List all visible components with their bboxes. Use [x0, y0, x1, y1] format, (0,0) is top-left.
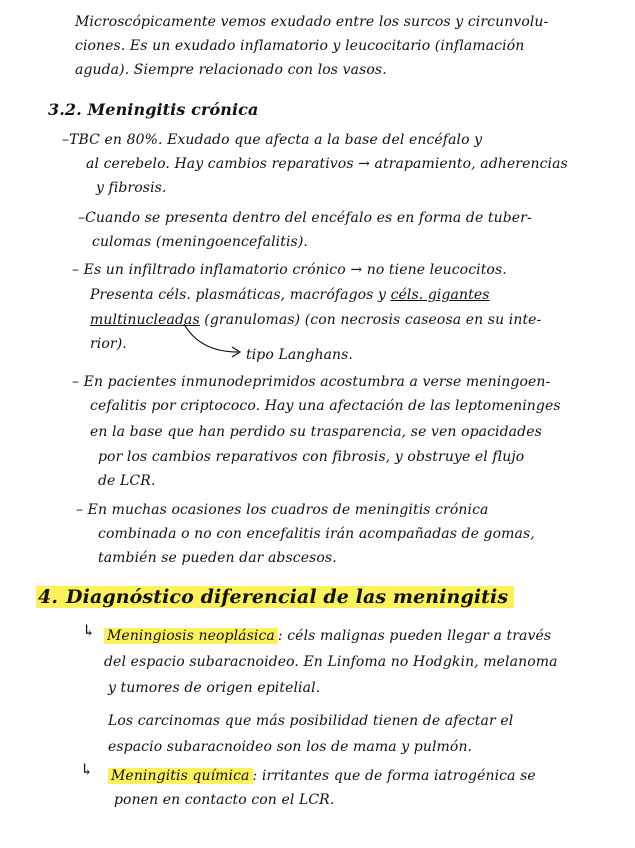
multinucleadas-term: multinucleadas	[90, 312, 200, 328]
intro-line-2: ciones. Es un exudado inflamatorio y leucocitario (inflamación	[75, 38, 525, 54]
section-4-number: 4.	[38, 586, 59, 608]
bullet-inmunodeprimidos-line-2: cefalitis por criptococo. Hay una afectación de las leptomeninges	[90, 398, 561, 414]
section-4-heading	[36, 584, 514, 610]
bullet-infiltrado-line-4: rior).	[90, 336, 127, 352]
bullet-ocasiones-line-2: combinada o no con encefalitis irán acompañadas de gomas,	[98, 526, 535, 542]
bullet-inmunodeprimidos-line-5: de LCR.	[98, 473, 156, 489]
item-meningiosis-line-5: espacio subaracnoideo son los de mama y pulmón.	[108, 739, 473, 755]
tipo-langhans-note: tipo Langhans.	[246, 347, 353, 363]
bullet-ocasiones-line-3: también se pueden dar abscesos.	[98, 550, 337, 566]
bullet-tuberculomas-line-1: –Cuando se presenta dentro del encéfalo es en forma de tuber-	[78, 210, 532, 226]
bullet-ocasiones-line-1: – En muchas ocasiones los cuadros de meningitis crónica	[76, 502, 489, 518]
intro-line-1: Microscópicamente vemos exudado entre los surcos y circunvolu-	[75, 14, 549, 30]
item-meningiosis-line-2: del espacio subaracnoideo. En Linfoma no Hodgkin, melanoma	[104, 654, 558, 670]
bullet-inmunodeprimidos-line-3: en la base que han perdido su trasparencia, se ven opacidades	[90, 424, 542, 440]
bullet-inmunodeprimidos-line-4: por los cambios reparativos con fibrosis, y obstruye el flujo	[98, 449, 525, 465]
bullet-tbc-line-1: –TBC en 80%. Exudado que afecta a la base del encéfalo y	[62, 132, 483, 148]
curved-arrow-icon	[180, 322, 250, 360]
bullet-inmunodeprimidos-line-1: – En pacientes inmunodeprimidos acostumbra a verse meningoen-	[72, 374, 551, 390]
bullet-infiltrado-line-2: Presenta céls. plasmáticas, macrófagos y céls. gigantes	[90, 287, 490, 303]
item-meningiosis-line-3: y tumores de origen epitelial.	[108, 680, 321, 696]
bullet-tuberculomas-line-2: culomas (meningoencefalitis).	[92, 234, 308, 250]
bullet-infiltrado-line-3: multinucleadas (granulomas) (con necrosis caseosa en su inte-	[90, 312, 542, 328]
item-quimica-line-1: Meningitis química : irritantes que de forma iatrogénica se	[108, 766, 536, 786]
hook-arrow-icon: ↳	[80, 760, 94, 779]
item-quimica-line-2: ponen en contacto con el LCR.	[114, 792, 335, 808]
meningiosis-label: Meningiosis neoplásica	[104, 628, 278, 644]
hook-arrow-icon: ↳	[82, 621, 96, 640]
meningitis-quimica-label: Meningitis química	[108, 768, 253, 784]
section-4-title: Diagnóstico diferencial de las meningitis	[60, 586, 514, 608]
bullet-tbc-line-2: al cerebelo. Hay cambios reparativos → atrapamiento, adherencias	[86, 156, 568, 172]
bullet-infiltrado-line-1: – Es un infiltrado inflamatorio crónico → no tiene leucocitos.	[72, 262, 507, 278]
bullet-tbc-line-3: y fibrosis.	[96, 180, 167, 196]
celulas-gigantes-term: céls. gigantes	[390, 287, 490, 303]
intro-line-3: aguda). Siempre relacionado con los vasos.	[75, 62, 387, 78]
item-meningiosis-line-1: Meningiosis neoplásica : céls malignas pueden llegar a través	[104, 626, 551, 646]
item-meningiosis-line-4: Los carcinomas que más posibilidad tienen de afectar el	[108, 713, 514, 729]
section-3-2-heading: 3.2. Meningitis crónica	[48, 100, 259, 119]
